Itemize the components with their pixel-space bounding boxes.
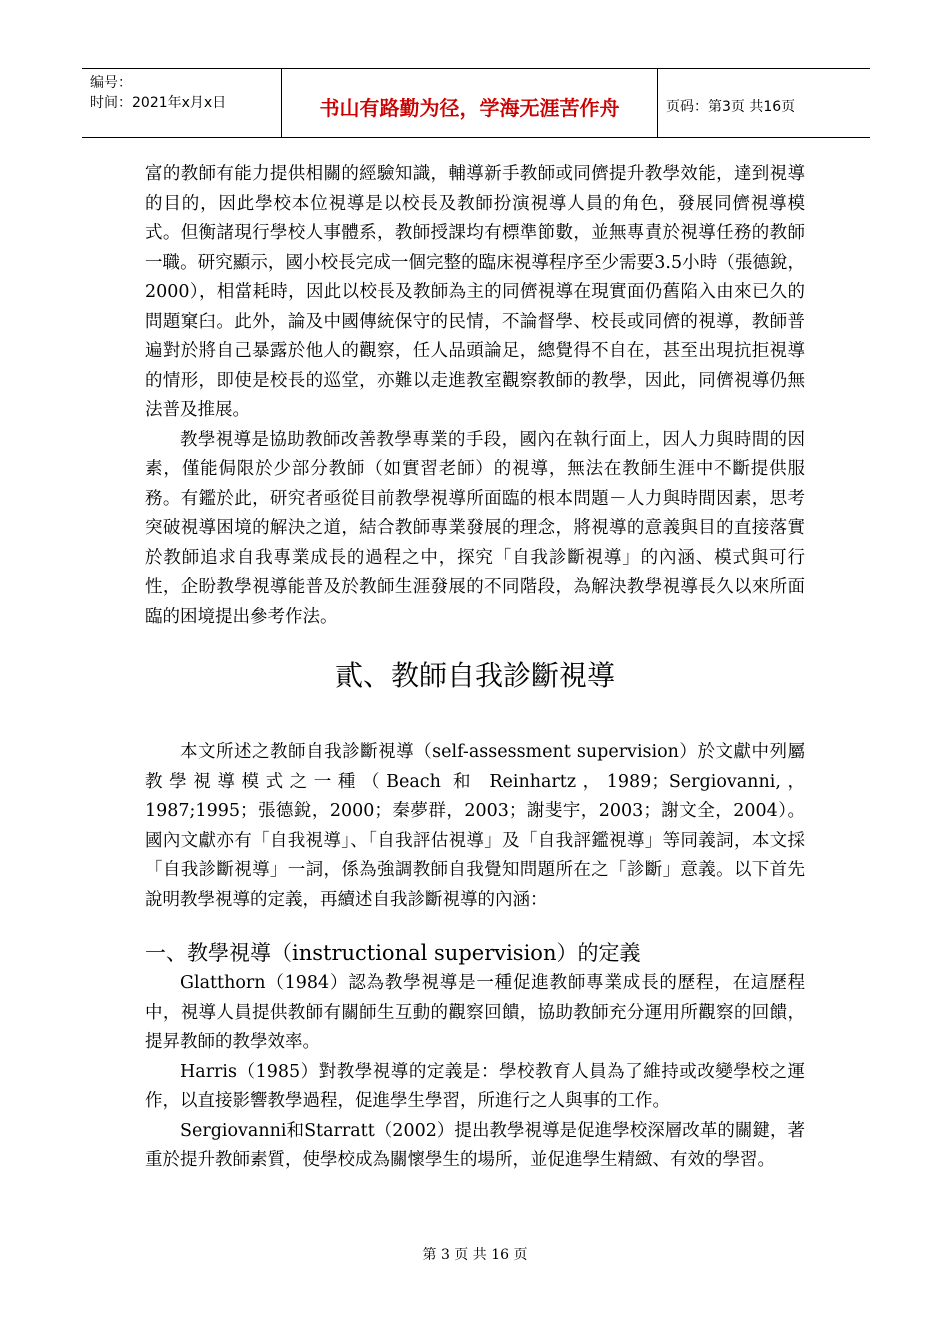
header-motto: 书山有路勤为径，学海无涯苦作舟 — [282, 69, 658, 137]
header-meta — [82, 69, 282, 137]
page-footer: 第 3 页 共 16 页 — [422, 1247, 528, 1263]
paragraph: Sergiovanni和Starratt（2002）提出教學視導是促進學校深層改革的關鍵，著重於提升教師素質，使學校成為關懷學生的場所，並促進學生精緻、有效的學習。 — [145, 1120, 805, 1170]
paragraph: Harris（1985）對教學視導的定義是：學校教育人員為了維持或改變學校之運作，以直接影響教學過程，促進學生學習，所進行之人與事的工作。 — [145, 1061, 805, 1111]
paragraph-continued: 富的教師有能力提供相關的經驗知識，輔導新手教師或同儕提升教學效能，達到視導的目的，因此學校本位視導是以校長及教師扮演視導人員的角色，發展同儕視導模式。但衡諸現行學校人事體系，教師授課均有標準節數，並無專責於視導任務的教師一職。研究顯示，國小校長完成一個完整的臨床視導程序至少需要3.5小時（張德銳，2000），相當耗時，因此以校長及教師為主的同儕視導在現實面仍舊陷入由來已久的問題窠臼。此外，論及中國傳統保守的民情，不論督學、校長或同儕的視導，教師普遍對於將自己暴露於他人的觀察，任人品頭論足，總覺得不自在，甚至出現抗拒視導的情形，即使是校長的巡堂，亦難以走進教室觀察教師的教學，因此，同儕視導仍無法普及推展。 — [145, 164, 805, 420]
header-page-number: 页码：第3页 共16页 — [666, 99, 796, 115]
page-header — [82, 68, 870, 138]
document-number-label: 编号： — [90, 75, 132, 91]
document-body — [145, 160, 805, 1176]
document-date-label: 时间：2021年x月x日 — [90, 95, 227, 111]
section-heading: 貳、教師自我診斷視導 — [334, 659, 615, 692]
paragraph: Glatthorn（1984）認為教學視導是一種促進教師專業成長的歷程，在這歷程中，視導人員提供教師有關師生互動的觀察回饋，協助教師充分運用所觀察的回饋，提昇教師的教學效率。 — [145, 973, 805, 1052]
subsection-heading: 一、教學視導（instructional supervision）的定義 — [145, 941, 641, 965]
paragraph: 教學視導是協助教師改善教學專業的手段，國內在執行面上，因人力與時間的因素，僅能侷限於少部分教師（如實習老師）的視導，無法在教師生涯中不斷提供服務。有鑑於此，研究者亟從目前教學視導所面臨的根本問題－人力與時間因素，思考突破視導困境的解決之道，結合教師專業發展的理念，將視導的意義與目的直接落實於教師追求自我專業成長的過程之中，探究「自我診斷視導」的內涵、模式與可行性，企盼教學視導能普及於教師生涯發展的不同階段，為解決教學視導長久以來所面臨的困境提出參考作法。 — [145, 429, 805, 627]
paragraph: 本文所述之教師自我診斷視導（self-assessment supervision）於文獻中列屬教學視導模式之一種（Beach 和 Reinhartz，1989；Sergiovanni,，1987;1995；張德銳，2000；秦夢群，2003；謝斐宇，2003；謝文全，2004）。國內文獻亦有「自我視導」、「自我評估視導」及「自我評鑑視導」等同義詞，本文採「自我診斷視導」一詞，係為強調教師自我覺知問題所在之「診斷」意義。以下首先說明教學視導的定義，再續述自我診斷視導的內涵： — [145, 742, 805, 910]
